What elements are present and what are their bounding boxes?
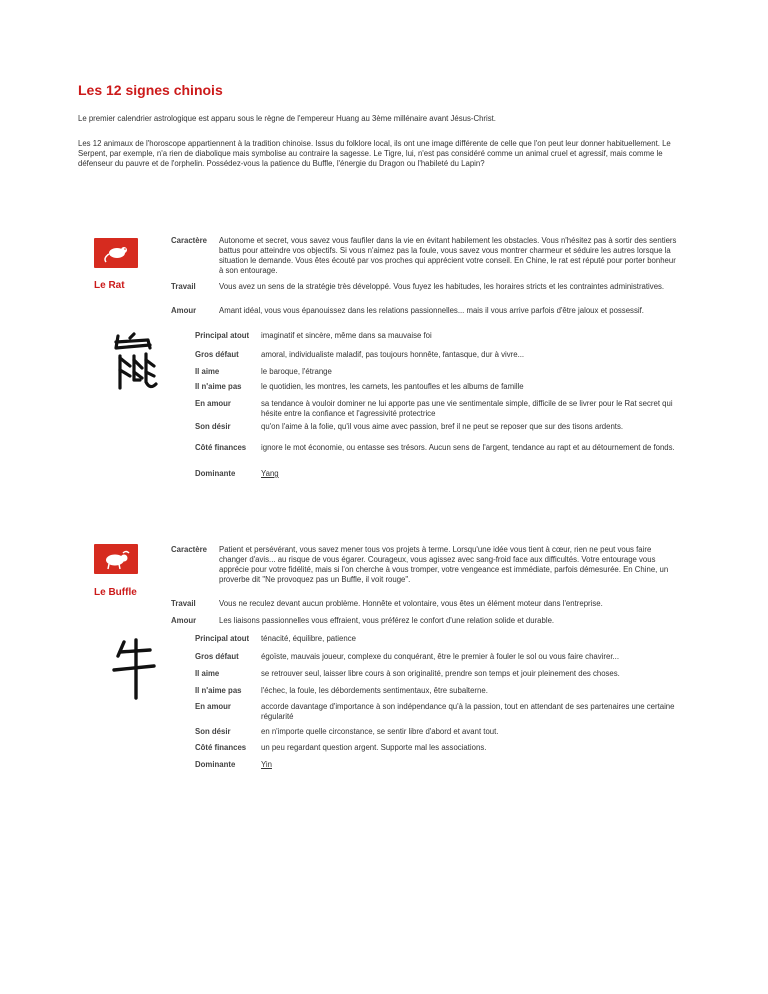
- sign-name-buffle: Le Buffle: [94, 587, 137, 598]
- trait-value: Patient et persévérant, vous savez mener tous vos projets à terme. Lorsqu'une idée vous tient à cœur, rien ne peut vous faire changer d'avis... au risque de vous égarer. Courageux, vous agissez avec sang-froid face aux difficultés. Votre entourage vous apprécie pour votre fidélité, mais si l'on cherche à vous tromper, votre vengeance est immédiate, parfois démesurée. En Chine, un proverbe dit "Ne provoquez pas un Buffle, il voit rouge".: [219, 545, 669, 584]
- detail-label: Côté finances: [195, 443, 247, 452]
- detail-label: Principal atout: [195, 634, 250, 643]
- detail-value: égoïste, mauvais joueur, complexe du conquérant, être le premier à fouler le sol ou vous faire chavirer...: [261, 652, 619, 661]
- detail-value: ténacité, équilibre, patience: [261, 634, 356, 643]
- trait-label: Amour: [171, 306, 197, 315]
- trait-value: Autonome et secret, vous savez vous faufiler dans la vie en évitant habilement les obstacles. Vous n'hésitez pas à sortir des sentiers battus pour atteindre vos objectifs. Si vous n'aimez pas la foule, vous savez vous montrer charmeur et séduire les autres lorsque la situation le demande. Vous êtes écouté par vos proches qui apprécient votre conseil. En Chine, le rat est réputé pour porter bonheur à son entourage.: [219, 236, 677, 275]
- detail-label: Gros défaut: [195, 652, 239, 661]
- detail-label: Dominante: [195, 760, 236, 769]
- ox-character-glyph: [108, 636, 160, 702]
- detail-label: Gros défaut: [195, 350, 239, 359]
- detail-label: Il aime: [195, 367, 220, 376]
- intro-paragraph-animals: Les 12 animaux de l'horoscope appartiennent à la tradition chinoise. Issus du folklore local, ils ont une image différente de celle que l'on peut leur donner habituellement. Le Serpent, par exemple, n'a rien de diabolique mais symbolise au contraire la sagesse. Le Tigre, lui, n'est pas considéré comme un animal cruel et agressif, mais comme le défenseur du pauvre et de l'orphelin. Possédez-vous la patience du Buffle, l'énergie du Dragon ou l'habileté du Lapin?: [78, 139, 671, 168]
- trait-label: Travail: [171, 282, 196, 291]
- detail-label: En amour: [195, 702, 231, 711]
- trait-value: Vous ne reculez devant aucun problème. Honnête et volontaire, vous êtes un élément moteur dans l'entreprise.: [219, 599, 603, 608]
- sign-name-rat: Le Rat: [94, 280, 125, 291]
- dominante-link-yang[interactable]: Yang: [261, 469, 279, 478]
- trait-label: Caractère: [171, 545, 207, 554]
- buffalo-icon: [94, 544, 138, 574]
- rat-icon: [94, 238, 138, 268]
- trait-label: Travail: [171, 599, 196, 608]
- detail-value: un peu regardant question argent. Supporte mal les associations.: [261, 743, 487, 752]
- detail-label: Côté finances: [195, 743, 247, 752]
- page-title: Les 12 signes chinois: [78, 82, 223, 98]
- trait-label: Caractère: [171, 236, 207, 245]
- intro-paragraph: Le premier calendrier astrologique est apparu sous le règne de l'empereur Huang au 3ème millénaire avant Jésus-Christ.: [78, 114, 496, 123]
- detail-value: sa tendance à vouloir dominer ne lui apporte pas une vie sentimentale simple, difficile de se livrer pour le Rat secret qui hésite entre la confiance et l'agressivité protectrice: [261, 399, 673, 418]
- trait-label: Amour: [171, 616, 197, 625]
- detail-value: imaginatif et sincère, même dans sa mauvaise foi: [261, 331, 432, 340]
- rat-character-glyph: [108, 330, 160, 396]
- detail-label: Principal atout: [195, 331, 250, 340]
- detail-label: Il aime: [195, 669, 220, 678]
- detail-label: En amour: [195, 399, 231, 408]
- trait-value: Vous avez un sens de la stratégie très développé. Vous fuyez les habitudes, les horaires stricts et les contraintes administratives.: [219, 282, 665, 291]
- detail-label: Son désir: [195, 422, 231, 431]
- detail-value: qu'on l'aime à la folie, qu'il vous aime avec passion, bref il ne peut se reposer que sur des tisons ardents.: [261, 422, 624, 431]
- detail-label: Il n'aime pas: [195, 686, 242, 695]
- detail-label: Son désir: [195, 727, 231, 736]
- trait-value: Les liaisons passionnelles vous effraient, vous préférez le confort d'une relation solide et durable.: [219, 616, 555, 625]
- detail-value: le quotidien, les montres, les carnets, les pantoufles et les albums de famille: [261, 382, 524, 391]
- detail-value: amoral, individualiste maladif, pas toujours honnête, fantasque, dur à vivre...: [261, 350, 525, 359]
- detail-value: accorde davantage d'importance à son indépendance qu'à la passion, tout en attendant de ses partenaires une certaine régularité: [261, 702, 675, 721]
- trait-value: Amant idéal, vous vous épanouissez dans les relations passionnelles... mais il vous arrive parfois d'être jaloux et possessif.: [219, 306, 644, 315]
- detail-label: Dominante: [195, 469, 236, 478]
- detail-value: en n'importe quelle circonstance, se sentir libre d'abord et avant tout.: [261, 727, 499, 736]
- detail-value: se retrouver seul, laisser libre cours à son originalité, prendre son temps et jouir pleinement des choses.: [261, 669, 620, 678]
- detail-value: ignore le mot économie, ou entasse ses trésors. Aucun sens de l'argent, tendance au rapt et au détournement de fonds.: [261, 443, 675, 452]
- detail-value: l'échec, la foule, les débordements sentimentaux, être subalterne.: [261, 686, 488, 695]
- detail-label: Il n'aime pas: [195, 382, 242, 391]
- detail-value: le baroque, l'étrange: [261, 367, 332, 376]
- dominante-link-yin[interactable]: Yin: [261, 760, 272, 769]
